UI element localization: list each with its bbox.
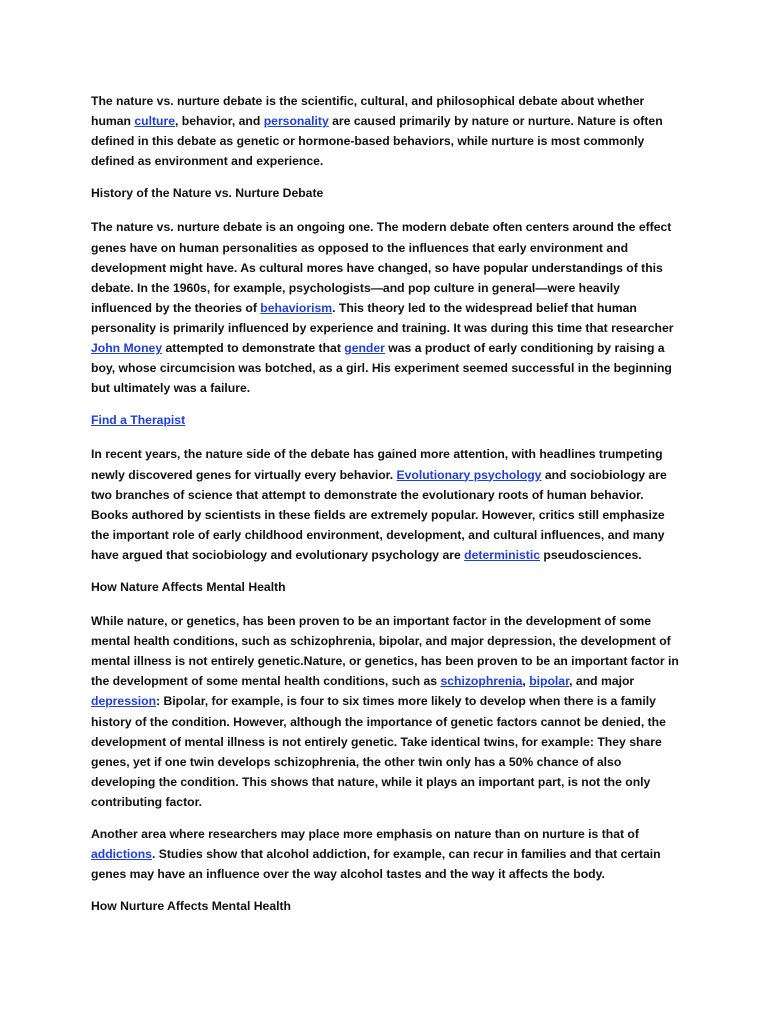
text-run: Another area where researchers may place more emphasis on nature than on nurture is that of <box>91 827 639 841</box>
link-culture[interactable]: culture <box>134 114 175 129</box>
text-run: and sociobiology are two branches of science that attempt to demonstrate the evolutionary roots of human behavior. Books authored by scientists in these fields are extremely popular. However, critics still emphasize the important role of early childhood environment, development, and cultural influences, and many have argued that sociobiology and evolutionary psychology are <box>91 467 667 562</box>
heading-history: History of the Nature vs. Nurture Debate <box>91 186 324 201</box>
text-run: , and major <box>569 674 635 689</box>
text-run: are caused primarily by nature or nurture. Nature is often defined in this debate as genetic or hormone-based behaviors, while nurture is most commonly defined as environment and experience. <box>91 114 663 169</box>
heading-nature-mental-health: How Nature Affects Mental Health <box>91 579 286 594</box>
text-run: While nature, or genetics, has been proven to be an important factor in the development of some mental health conditions, such as schizophrenia, bipolar, and major depression, the development of mental illness is not entirely genetic.Nature, or genetics, has been proven to be an important factor in the development of some mental health conditions, such as <box>91 614 679 689</box>
text-run: , behavior, and <box>174 114 264 129</box>
link-bipolar[interactable]: bipolar <box>529 674 570 689</box>
text-run: . Studies show that alcohol addiction, for example, can recur in families and that certain genes may have an influence over the way alcohol tastes and the way it affects the body. <box>91 847 661 882</box>
link-personality[interactable]: personality <box>263 114 329 129</box>
find-therapist-paragraph <box>91 410 680 430</box>
heading-nurture-mental-health: How Nurture Affects Mental Health <box>91 899 291 914</box>
recent-years-paragraph <box>91 444 680 565</box>
history-paragraph <box>91 217 680 398</box>
text-run: . This theory led to the widespread belief that human personality is primarily influenced by experience and training. It was during this time that researcher <box>91 300 674 335</box>
text-run: was a product of early conditioning by raising a boy, whose circumcision was botched, as a girl. His experiment seemed successful in the beginning but ultimately was a failure. <box>91 341 672 396</box>
link-behaviorism[interactable]: behaviorism <box>260 300 333 315</box>
link-deterministic[interactable]: deterministic <box>464 547 541 562</box>
text-run: : Bipolar, for example, is four to six times more likely to develop when there is a family history of the condition. However, although the importance of genetic factors cannot be denied, the development of mental illness is not entirely genetic. Take identical twins, for example: They share genes, yet if one twin develops schizophrenia, the other twin only has a 50% chance of also developing the condition. This shows that nature, while it plays an important part, is not the only contributing factor. <box>91 694 666 809</box>
link-evolutionary-psychology[interactable]: Evolutionary psychology <box>396 467 542 482</box>
text-run: attempted to demonstrate that <box>162 341 345 356</box>
text-run: The nature vs. nurture debate is the scientific, cultural, and philosophical debate about whether human <box>91 94 645 129</box>
link-schizophrenia[interactable]: schizophrenia <box>440 674 523 689</box>
link-john-money[interactable]: John Money <box>91 341 163 356</box>
link-gender[interactable]: gender <box>344 341 385 356</box>
text-run: In recent years, the nature side of the debate has gained more attention, with headlines trumpeting newly discovered genes for virtually every behavior. <box>91 447 663 482</box>
text-run: pseudosciences. <box>540 547 642 562</box>
text-run: , <box>522 674 530 689</box>
addictions-paragraph <box>91 824 680 884</box>
link-find-therapist[interactable]: Find a Therapist <box>91 413 186 428</box>
link-addictions[interactable]: addictions <box>91 847 152 862</box>
link-depression[interactable]: depression <box>91 694 157 709</box>
nature-mental-health-paragraph <box>91 611 680 812</box>
text-run: The nature vs. nurture debate is an ongoing one. The modern debate often centers around the effect genes have on human personalities as opposed to the influences that early environment and development might have. As cultural mores have changed, so have popular understandings of this debate. In the 1960s, for example, psychologists—and pop culture in general—were heavily influenced by the theories of <box>91 220 672 315</box>
intro-paragraph <box>91 91 680 171</box>
